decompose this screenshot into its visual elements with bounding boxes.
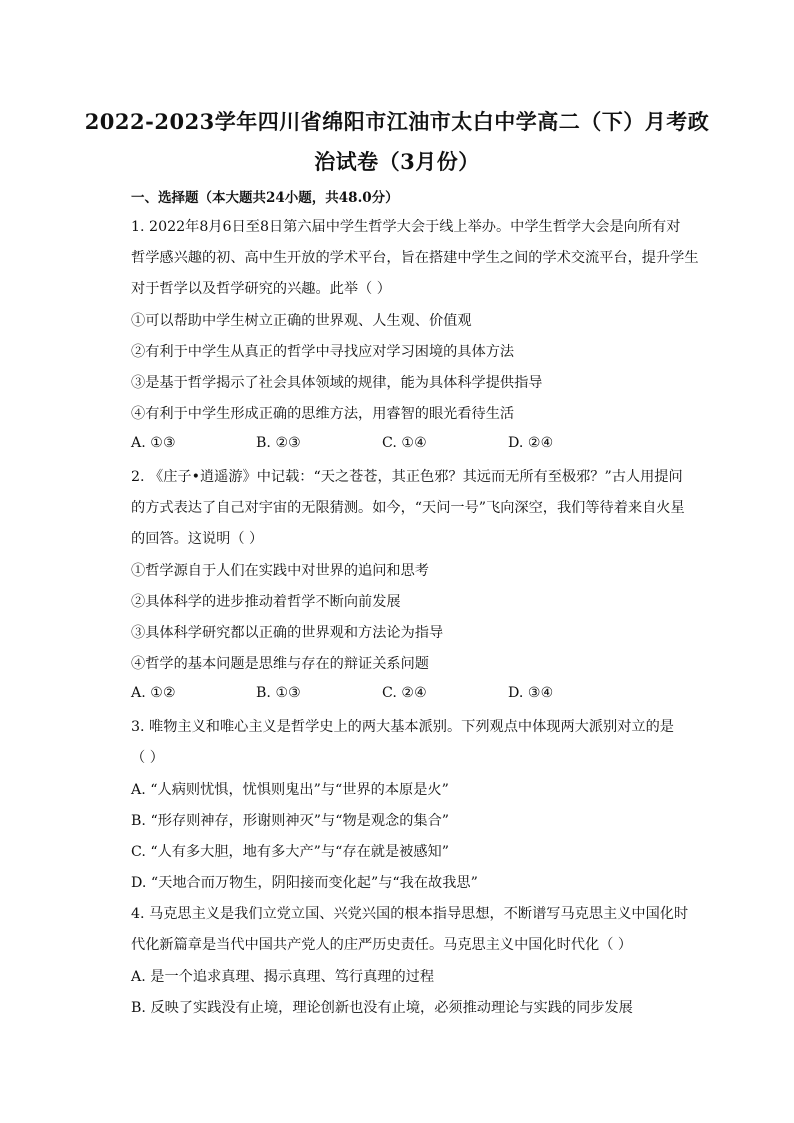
q2-item-4: ④哲学的基本问题是思维与存在的辩证关系问题 [131,656,429,672]
section-heading: 一、选择题（本大题共24小题，共48.0分） [131,190,399,206]
q1-stem-line-1: 1. 2022年8月6日至8日第六届中学生哲学大会于线上举办。中学生哲学大会是向所有对 [131,219,681,235]
q2-option-d: D. ③④ [508,685,554,701]
q3-option-b: B. “形存则神存，形谢则神灭”与“物是观念的集合” [131,813,450,829]
q2-stem-line-1: 2. 《庄子•逍遥游》中记载：“天之苍苍，其正色邪？其远而无所有至极邪？”古人用提问 [131,469,683,485]
q4-stem-line-2: 代化新篇章是当代中国共产党人的庄严历史责任。马克思主义中国化时代化（ ） [131,937,633,953]
q4-option-b: B. 反映了实践没有止境，理论创新也没有止境，必须推动理论与实践的同步发展 [131,1000,633,1016]
q1-option-c: C. ①④ [382,435,427,451]
q3-option-d: D. “天地合而万物生，阴阳接而变化起”与“我在故我思” [131,875,478,891]
q1-option-d: D. ②④ [508,435,554,451]
q3-option-a: A. “人病则忧惧，忧惧则鬼出”与“世界的本原是火” [131,782,449,798]
q1-item-4: ④有利于中学生形成正确的思维方法，用睿智的眼光看待生活 [131,406,515,422]
q1-stem-line-3: 对于哲学以及哲学研究的兴趣。此举（ ） [131,281,391,297]
q3-stem-line-2: （ ） [131,750,164,766]
q2-option-c: C. ②④ [382,685,427,701]
q1-item-3: ③是基于哲学揭示了社会具体领域的规律，能为具体科学提供指导 [131,375,543,391]
q2-stem-line-3: 的回答。这说明（ ） [131,531,264,547]
q1-option-b: B. ②③ [256,435,301,451]
q2-item-2: ②具体科学的进步推动着哲学不断向前发展 [131,594,401,610]
q3-stem-line-1: 3. 唯物主义和唯心主义是哲学史上的两大基本派别。下列观点中体现两大派别对立的是 [131,719,674,735]
q4-option-a: A. 是一个追求真理、揭示真理、笃行真理的过程 [131,969,435,985]
q2-option-a: A. ①② [131,685,176,701]
q2-stem-line-2: 的方式表达了自己对宇宙的无限猜测。如今，“天问一号”飞向深空，我们等待着来自火星 [131,500,685,516]
q3-option-c: C. “人有多大胆，地有多大产”与“存在就是被感知” [131,844,449,860]
q2-option-b: B. ①③ [256,685,301,701]
q1-stem-line-2: 哲学感兴趣的初、高中生开放的学术平台，旨在搭建中学生之间的学术交流平台，提升学生 [131,250,699,266]
q2-item-3: ③具体科学研究都以正确的世界观和方法论为指导 [131,625,444,641]
q4-stem-line-1: 4. 马克思主义是我们立党立国、兴党兴国的根本指导思想，不断谱写马克思主义中国化时 [131,906,689,922]
q1-option-a: A. ①③ [131,435,176,451]
q2-item-1: ①哲学源自于人们在实践中对世界的追问和思考 [131,563,429,579]
exam-title-line-2: 治试卷（3月份） [314,149,480,174]
q1-item-2: ②有利于中学生从真正的哲学中寻找应对学习困境的具体方法 [131,344,515,360]
exam-title-line-1: 2022-2023学年四川省绵阳市江油市太白中学高二（下）月考政 [84,109,710,134]
q1-item-1: ①可以帮助中学生树立正确的世界观、人生观、价值观 [131,313,472,329]
